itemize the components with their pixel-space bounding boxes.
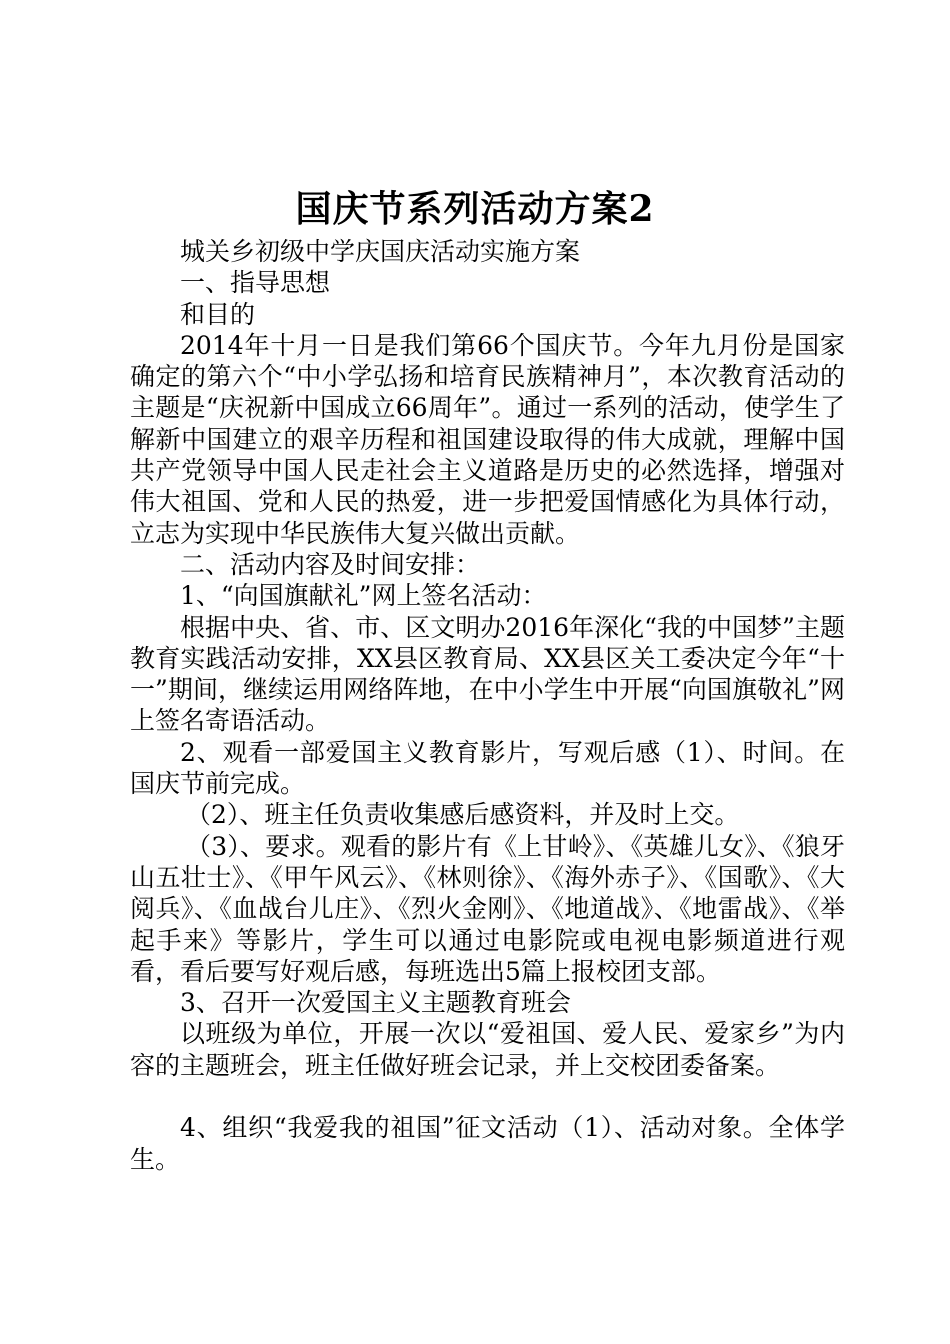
paragraph-activity-2: 2、观看一部爱国主义教育影片，写观后感（1）、时间。在国庆节前完成。 [130, 737, 845, 799]
paragraph-intro: 2014年十月一日是我们第66个国庆节。今年九月份是国家确定的第六个“中小学弘扬和培育民族精神月”，本次教育活动的主题是“庆祝新中国成立66周年”。通过一系列的活动，使学生了解新中国建立的艰辛历程和祖国建设取得的伟大成就，理解中国共产党领导中国人民走社会主义道路是历史的必然选择，增强对伟大祖国、党和人民的热爱，进一步把爱国情感化为具体行动，立志为实现中华民族伟大复兴做出贡献。 [130, 330, 845, 548]
blank-line [130, 1081, 845, 1112]
document-body [130, 236, 845, 1175]
heading-guiding-ideology: 一、指导思想 [180, 268, 331, 298]
paragraph-activity-4: 4、组织“我爱我的祖国”征文活动（1）、活动对象。全体学生。 [130, 1113, 845, 1174]
paragraph-activity-3: 以班级为单位，开展一次以“爱祖国、爱人民、爱家乡”为内容的主题班会，班主任做好班会记录，并上交校团委备案。 [130, 1019, 845, 1080]
paragraph-activity-2-item-2: （2）、班主任负责收集感后感资料，并及时上交。 [186, 800, 740, 830]
heading-activity-3: 3、召开一次爱国主义主题教育班会 [180, 988, 571, 1018]
paragraph-activity-2-item-3: （3）、要求。观看的影片有《上甘岭》、《英雄儿女》、《狼牙山五壮士》、《甲午风云》、《林则徐》、《海外赤子》、《国歌》、《大阅兵》、《血战台儿庄》、《烈火金刚》、《地道战》、《地雷战》、《举起手来》等影片，学生可以通过电影院或电视电影频道进行观看，看后要写好观后感，每班选出5篇上报校团支部。 [130, 831, 845, 986]
heading-activity-1: 1、“向国旗献礼”网上签名活动： [180, 581, 547, 611]
paragraph-school-plan: 城关乡初级中学庆国庆活动实施方案 [180, 237, 581, 266]
document-title: 国庆节系列活动方案2 [295, 188, 655, 230]
heading-purpose: 和目的 [180, 299, 256, 329]
paragraph-activity-1: 根据中央、省、市、区文明办2016年深化“我的中国梦”主题教育实践活动安排，XX县区教育局、XX县区关工委决定今年“十一”期间，继续运用网络阵地，在中小学生中开展“向国旗敬礼”网上签名寄语活动。 [130, 612, 845, 736]
heading-activity-content: 二、活动内容及时间安排： [180, 549, 481, 579]
